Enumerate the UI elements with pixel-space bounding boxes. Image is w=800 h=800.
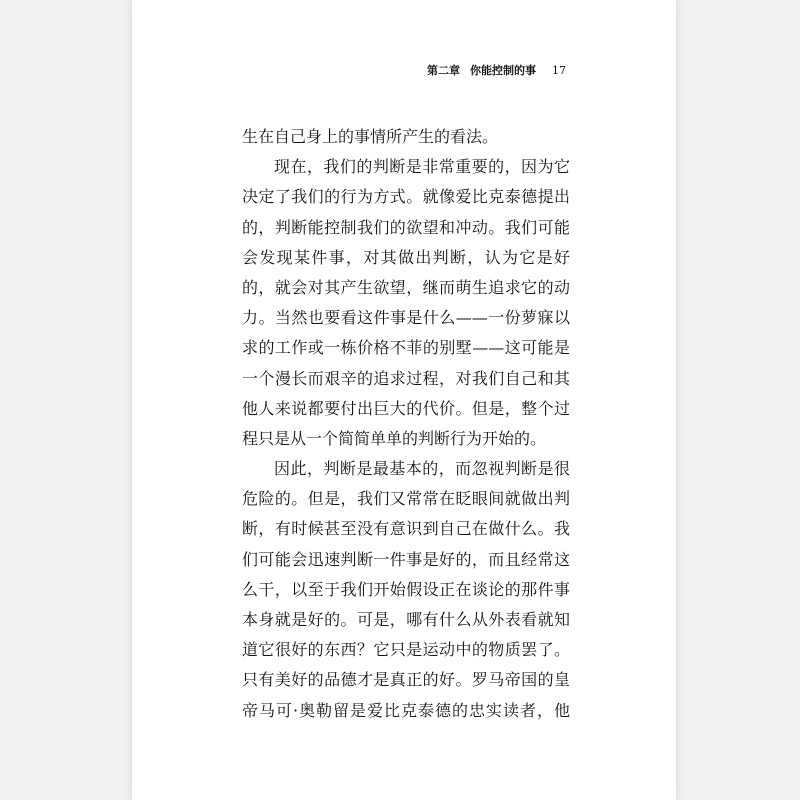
chapter-label: 第二章 <box>427 64 460 77</box>
text-line: 么干，以至于我们开始假设正在谈论的那件事 <box>242 579 570 599</box>
text-line: 们可能会迅速判断一件事是好的，而且经常这 <box>242 549 570 569</box>
text-line: 断，有时候甚至没有意识到自己在做什么。我 <box>242 519 570 539</box>
text-line: 帝马可·奥勒留是爱比克泰德的忠实读者，他 <box>242 700 570 720</box>
chapter-title: 你能控制的事 <box>470 64 536 77</box>
text-line: 的，就会对其产生欲望，继而萌生追求它的动 <box>242 277 570 297</box>
text-line: 会发现某件事，对其做出判断，认为它是好 <box>242 247 570 267</box>
text-line: 因此，判断是最基本的，而忽视判断是很 <box>274 459 570 479</box>
text-line: 求的工作或一栋价格不菲的别墅——这可能是 <box>242 338 570 358</box>
text-line: 生在自己身上的事情所产生的看法。 <box>242 127 499 146</box>
text-line: 危险的。但是，我们又常常在眨眼间就做出判 <box>242 489 570 509</box>
running-header <box>427 62 566 78</box>
text-line: 一个漫长而艰辛的追求过程，对我们自己和其 <box>242 368 570 388</box>
text-line: 决定了我们的行为方式。就像爱比克泰德提出 <box>242 187 570 207</box>
text-line: 程只是从一个简简单单的判断行为开始的。 <box>242 428 547 448</box>
text-line: 现在，我们的判断是非常重要的，因为它 <box>274 157 570 177</box>
book-page <box>132 0 676 800</box>
body-text <box>242 122 570 726</box>
text-line: 力。当然也要看这件事是什么——一份萝寐以 <box>242 308 570 328</box>
page-number: 17 <box>552 64 566 77</box>
text-line: 道它很好的东西？它只是运动中的物质罢了。 <box>242 640 570 660</box>
text-line: 他人来说都要付出巨大的代价。但是，整个过 <box>242 398 570 418</box>
text-line: 的，判断能控制我们的欲望和冲动。我们可能 <box>242 217 570 237</box>
text-line: 本身就是好的。可是，哪有什么从外表看就知 <box>242 610 570 629</box>
text-line: 只有美好的品德才是真正的好。罗马帝国的皇 <box>242 670 570 690</box>
